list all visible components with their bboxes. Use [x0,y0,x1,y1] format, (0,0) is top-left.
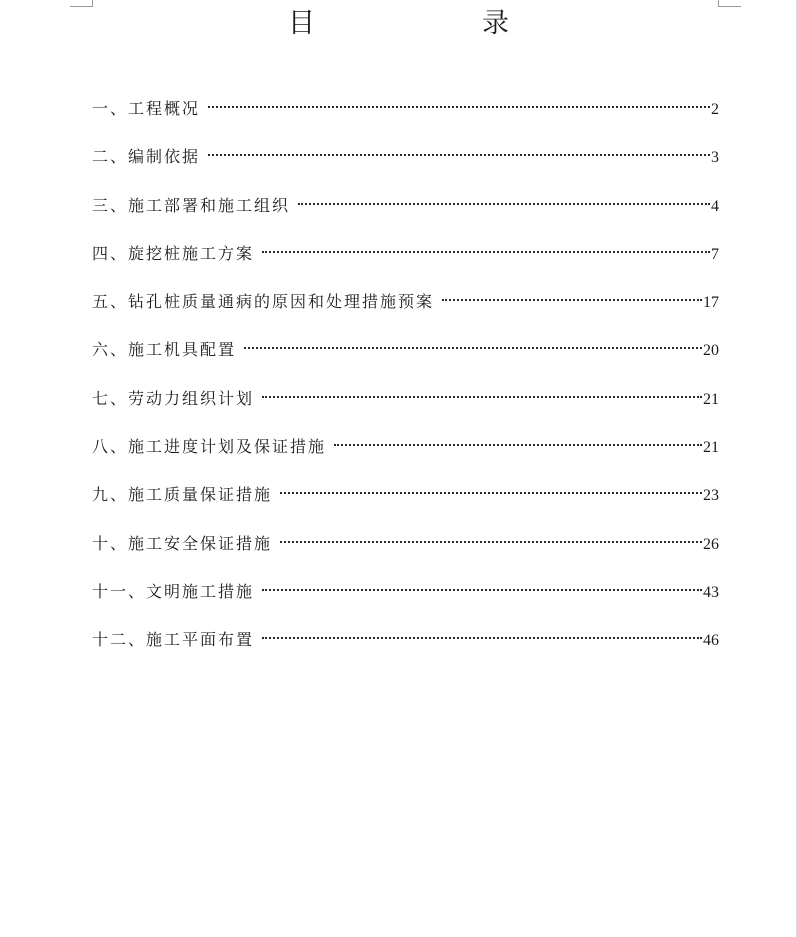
toc-dot-leader [208,106,710,108]
toc-entry-label: 十一、文明施工措施 [92,581,255,601]
toc-dot-leader [262,637,702,639]
toc-dot-leader [244,347,702,349]
toc-entry-1[interactable] [92,94,719,142]
toc-entry-2[interactable] [92,142,719,190]
toc-entry-label: 七、劳动力组织计划 [92,388,255,408]
toc-dot-leader [298,203,710,205]
toc-entry-page: 20 [703,342,719,360]
toc-entry-5[interactable] [92,287,719,335]
toc-entry-page: 43 [703,583,719,601]
toc-entry-4[interactable] [92,239,719,287]
toc-dot-leader [442,299,702,301]
toc-entry-label: 一、工程概况 [92,99,201,118]
toc-entry-label: 二、编制依据 [92,147,201,167]
toc-entry-label: 九、施工质量保证措施 [92,485,273,505]
toc-entry-10[interactable] [92,529,719,577]
toc-dot-leader [280,492,702,494]
toc-entry-label: 十、施工安全保证措施 [92,533,273,553]
toc-entry-11[interactable] [92,577,719,625]
toc-entry-page: 26 [703,535,719,553]
toc-entry-7[interactable] [92,384,719,432]
toc-title: 目 录 [288,8,579,39]
toc-entry-page: 2 [711,101,719,118]
toc-entry-page: 17 [703,294,719,312]
toc-entry-6[interactable] [92,335,719,383]
toc-entry-page: 7 [711,245,719,263]
toc-entry-page: 21 [703,439,719,457]
toc-entry-label: 三、施工部署和施工组织 [92,195,291,215]
toc-entry-page: 46 [703,632,719,650]
toc-entry-label: 十二、施工平面布置 [92,630,255,650]
toc-entry-page: 23 [703,487,719,505]
toc-entry-label: 四、旋挖桩施工方案 [92,243,255,263]
toc-dot-leader [262,251,710,253]
toc-dot-leader [262,589,702,591]
toc-entry-label: 五、钻孔桩质量通病的原因和处理措施预案 [92,292,435,312]
toc-entry-9[interactable] [92,480,719,528]
toc-entry-8[interactable] [92,432,719,480]
toc-entry-page: 3 [711,149,719,167]
toc-entry-page: 21 [703,390,719,408]
toc-dot-leader [208,154,710,156]
toc-entry-3[interactable] [92,191,719,239]
table-of-contents [92,94,719,674]
toc-dot-leader [334,444,702,446]
toc-entry-label: 六、施工机具配置 [92,340,237,360]
toc-entry-label: 八、施工进度计划及保证措施 [92,437,327,457]
toc-entry-page: 4 [711,197,719,215]
toc-dot-leader [280,541,702,543]
toc-entry-12[interactable] [92,625,719,673]
toc-dot-leader [262,396,702,398]
